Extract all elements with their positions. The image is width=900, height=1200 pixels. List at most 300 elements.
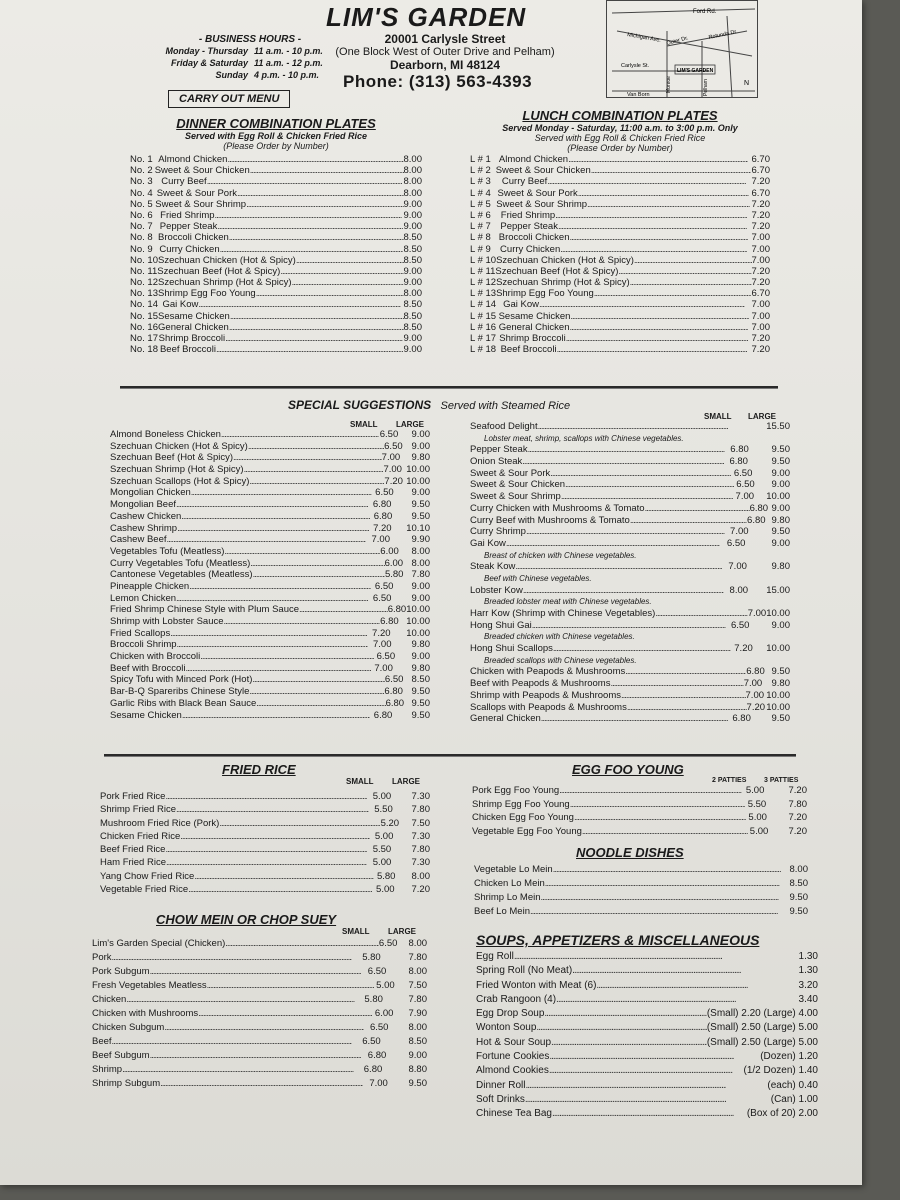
item-price: 7.00 xyxy=(751,232,770,244)
leader-dots xyxy=(249,686,384,698)
egg-foo-list xyxy=(472,784,807,838)
leader-dots xyxy=(541,713,729,725)
item-name: Onion Steak xyxy=(470,456,523,468)
item-name: Fried Scallops xyxy=(110,627,171,639)
large-price: 10.00 xyxy=(766,689,790,701)
item-name: Wonton Soup xyxy=(476,1022,537,1034)
leader-dots xyxy=(549,1050,733,1064)
menu-item-row xyxy=(470,503,790,515)
large-price: 7.20 xyxy=(788,825,807,837)
item-name: Sweet & Sour Chicken xyxy=(470,479,566,491)
item-name: Cashew Beef xyxy=(110,534,167,546)
menu-item-row xyxy=(110,674,430,686)
item-name: Beef Broccoli xyxy=(159,344,216,356)
leader-dots xyxy=(256,698,385,710)
leader-dots xyxy=(555,210,747,221)
map-north-label: N xyxy=(744,80,750,87)
menu-item-row xyxy=(476,1050,818,1064)
leader-dots xyxy=(182,710,370,722)
large-price: 9.80 xyxy=(771,514,790,526)
item-name: Shrimp Lo Mein xyxy=(474,892,541,903)
menu-item-row xyxy=(100,883,430,896)
item-name: Sweet & Sour Shrimp xyxy=(155,198,247,210)
item-name: Broccoli Chicken xyxy=(158,232,229,244)
soups-title: SOUPS, APPETIZERS & MISCELLANEOUS xyxy=(476,932,760,948)
item-name: Shrimp Egg Foo Young xyxy=(158,288,256,300)
item-price: 9.00 xyxy=(403,277,422,289)
leader-dots xyxy=(165,843,366,856)
menu-item-row xyxy=(470,666,790,678)
item-name: Sweet & Sour Pork xyxy=(156,187,237,199)
menu-item-row xyxy=(110,639,430,651)
leader-dots xyxy=(219,817,379,830)
item-name: Chicken with Mushrooms xyxy=(92,1008,199,1019)
item-name: Hong Shui Scallops xyxy=(470,643,553,655)
item-price: (Dozen) 1.20 xyxy=(760,1051,818,1063)
large-price: 9.00 xyxy=(771,502,790,514)
leader-dots xyxy=(630,515,747,527)
item-name: Sweet & Sour Chicken xyxy=(154,165,250,177)
item-number: No. 4 xyxy=(130,187,153,199)
item-price: 7.00 xyxy=(751,299,770,311)
special-right-header: SMALL LARGE xyxy=(704,412,776,421)
item-name: Szechuan Chicken (Hot & Spicy) xyxy=(158,254,296,266)
leader-dots xyxy=(191,487,372,499)
small-price: 6.80 xyxy=(387,604,407,616)
item-price: (1/2 Dozen) 1.40 xyxy=(743,1065,818,1077)
large-price: 9.80 xyxy=(771,561,790,573)
large-price: 9.00 xyxy=(411,651,430,663)
item-price: 9.00 xyxy=(403,198,422,210)
menu-item-row xyxy=(130,266,422,277)
leader-dots xyxy=(582,825,748,839)
leader-dots xyxy=(250,165,404,176)
item-name: General Chicken xyxy=(470,713,541,725)
large-price: 8.00 xyxy=(408,938,427,949)
item-price: 7.20 xyxy=(751,333,770,344)
small-price: 7.20 xyxy=(373,522,392,534)
item-price: 6.70 xyxy=(751,154,770,165)
city: Dearborn, MI 48124 xyxy=(389,58,501,72)
item-name: Beef Subgum xyxy=(92,1050,150,1061)
small-price: 5.00 xyxy=(372,857,392,869)
leader-dots xyxy=(230,311,404,322)
item-number: L # 5 xyxy=(470,198,491,210)
menu-item-row xyxy=(470,199,770,210)
item-name: Gai Kow xyxy=(470,537,506,549)
item-description: Breaded lobster meat with Chinese vegetables. xyxy=(484,597,652,607)
menu-item-row xyxy=(470,561,790,573)
item-name: Chicken with Peapods & Mushrooms xyxy=(470,666,626,678)
leader-dots xyxy=(177,523,368,535)
item-name: Beef with Broccoli xyxy=(110,662,186,674)
item-description: Lobster meat, shrimp, scallops with Chinese vegetables. xyxy=(484,433,684,443)
item-price: 8.50 xyxy=(403,299,422,311)
large-price: 15.00 xyxy=(766,584,790,596)
leader-dots xyxy=(566,333,748,344)
item-price: (Small) 2.50 (Large) 5.00 xyxy=(706,1036,818,1048)
menu-item-row xyxy=(130,221,422,232)
leader-dots xyxy=(176,593,368,605)
small-price: 6.50 xyxy=(730,619,750,631)
small-price: 7.00 xyxy=(730,526,749,538)
item-name: Szechuan Beef (Hot & Spicy) xyxy=(495,265,619,277)
menu-item-row xyxy=(472,798,807,812)
item-name: Szechuan Chicken (Hot & Spicy) xyxy=(110,440,248,452)
leader-dots xyxy=(186,663,371,675)
menu-item-row xyxy=(92,965,427,979)
item-name: Sweet & Sour Pork xyxy=(470,467,551,479)
leader-dots xyxy=(170,628,367,640)
item-name: General Chicken xyxy=(158,321,229,333)
menu-item-row xyxy=(110,581,430,593)
menu-item-row xyxy=(476,1036,818,1050)
menu-item-row xyxy=(470,444,790,456)
leader-dots xyxy=(547,176,746,187)
menu-item-row xyxy=(470,713,790,725)
leader-dots xyxy=(250,558,384,570)
menu-item-row xyxy=(470,154,770,165)
small-price: 6.80 xyxy=(380,616,399,627)
menu-item-row xyxy=(100,817,430,830)
menu-item-row xyxy=(130,154,422,165)
menu-item-row xyxy=(474,863,808,877)
leader-dots xyxy=(522,456,723,468)
large-price: 9.00 xyxy=(771,479,790,491)
item-name: Soft Drinks xyxy=(476,1093,525,1105)
noodle-section xyxy=(474,845,808,919)
menu-item-row xyxy=(470,232,770,243)
item-price: 6.70 xyxy=(751,288,770,300)
special-title: SPECIAL SUGGESTIONS xyxy=(288,398,432,412)
leader-dots xyxy=(280,266,403,277)
chow-mein-section xyxy=(92,912,427,1091)
item-number: L # 9 xyxy=(470,243,491,255)
small-price: 5.20 xyxy=(380,817,400,829)
leader-dots xyxy=(545,877,780,891)
item-name: Ham Fried Rice xyxy=(100,857,166,869)
menu-item-row xyxy=(470,526,790,538)
large-price: 10.00 xyxy=(406,475,430,487)
fried-rice-section xyxy=(100,762,430,896)
menu-item-row xyxy=(476,1079,818,1093)
large-price: 9.50 xyxy=(771,526,790,538)
item-number: No. 18 xyxy=(130,344,158,356)
item-name: Almond Chicken xyxy=(498,154,569,165)
item-price: 7.20 xyxy=(751,277,770,289)
menu-item-row xyxy=(470,538,790,550)
menu-item-row xyxy=(130,188,422,199)
menu-item-row xyxy=(110,616,430,628)
leader-dots xyxy=(189,581,371,593)
small-price: 5.00 xyxy=(374,830,394,842)
small-price: 6.80 xyxy=(385,697,405,709)
leader-dots xyxy=(587,199,750,210)
hours-list xyxy=(150,45,330,81)
large-price: 7.90 xyxy=(408,1008,427,1019)
item-name: Szechuan Chicken (Hot & Spicy) xyxy=(496,254,634,266)
item-price: 7.00 xyxy=(751,310,770,322)
item-price: 3.40 xyxy=(798,993,818,1005)
menu-item-row xyxy=(470,277,770,288)
small-price: 6.50 xyxy=(376,651,396,663)
item-number: L # 10 xyxy=(470,254,497,266)
menu-item-row xyxy=(92,937,427,951)
item-name: Curry Chicken xyxy=(159,243,220,255)
leader-dots xyxy=(536,1021,706,1035)
lunch-title: LUNCH COMBINATION PLATES xyxy=(522,108,718,123)
item-name: Fried Shrimp xyxy=(500,209,556,221)
leader-dots xyxy=(594,288,751,299)
large-price: 7.80 xyxy=(408,994,427,1005)
item-name: Almond Chicken xyxy=(158,154,228,165)
item-price: 8.50 xyxy=(403,254,422,266)
leader-dots xyxy=(126,993,355,1007)
item-price: 8.00 xyxy=(403,187,422,199)
leader-dots xyxy=(166,856,367,869)
menu-item-row xyxy=(92,1063,427,1077)
item-price: (each) 0.40 xyxy=(767,1079,818,1091)
item-name: Lim's Garden Special (Chicken) xyxy=(92,938,226,949)
leader-dots xyxy=(188,883,372,896)
item-name: Shrimp Broccoli xyxy=(158,333,226,344)
leader-dots xyxy=(634,255,752,266)
special-right-list xyxy=(470,421,790,725)
dinner-sub2: (Please Order by Number) xyxy=(223,141,329,151)
leader-dots xyxy=(610,678,743,690)
item-price: 1.30 xyxy=(798,951,818,962)
leader-dots xyxy=(227,154,403,165)
item-name: General Chicken xyxy=(498,321,570,333)
restaurant-title: LIM'S GARDEN xyxy=(326,2,527,32)
item-number: No. 3 xyxy=(130,176,153,188)
large-price: 9.80 xyxy=(411,452,430,464)
leader-dots xyxy=(525,1079,726,1093)
dinner-sub: Served with Egg Roll & Chicken Fried Rice xyxy=(184,131,368,141)
menu-item-row xyxy=(470,165,770,176)
item-name: Curry Vegetables Tofu (Meatless) xyxy=(110,557,251,569)
hours-row: Monday - Thursday 11 a.m. - 10 p.m. xyxy=(165,46,323,56)
divider xyxy=(104,754,796,757)
large-price: 9.80 xyxy=(411,662,430,674)
menu-item-row xyxy=(110,523,430,535)
leader-dots xyxy=(556,993,736,1007)
small-price: 7.20 xyxy=(746,701,766,713)
leader-dots xyxy=(177,639,369,651)
large-price: 9.00 xyxy=(771,619,790,631)
small-price: 6.80 xyxy=(732,713,751,725)
item-number: No. 16 xyxy=(130,321,158,333)
menu-item-row xyxy=(92,1077,427,1091)
small-price: 6.80 xyxy=(749,502,769,514)
item-name: Szechuan Scallops (Hot & Spicy) xyxy=(110,475,250,487)
item-price: 7.20 xyxy=(751,221,770,233)
leader-dots xyxy=(568,154,748,165)
menu-item-row xyxy=(110,499,430,511)
leader-dots xyxy=(525,1093,726,1107)
leader-dots xyxy=(541,891,780,905)
leader-dots xyxy=(216,344,403,355)
leader-dots xyxy=(194,870,373,883)
menu-item-row xyxy=(470,608,790,620)
item-price: 1.30 xyxy=(798,965,818,977)
small-price: 5.00 xyxy=(376,884,395,896)
item-number: No. 8 xyxy=(130,232,153,244)
leader-dots xyxy=(630,277,752,288)
item-name: Spicy Tofu with Minced Pork (Hot) xyxy=(110,674,253,686)
leader-dots xyxy=(550,468,730,480)
menu-item-row xyxy=(476,993,818,1007)
item-name: Pork Egg Foo Young xyxy=(472,785,560,796)
leader-dots xyxy=(215,210,403,221)
menu-item-row xyxy=(110,546,430,558)
leader-dots xyxy=(552,1107,734,1121)
menu-item-row xyxy=(470,643,790,655)
item-price: 8.00 xyxy=(403,176,422,188)
item-price: 7.00 xyxy=(751,254,770,266)
small-price: 6.80 xyxy=(729,456,748,468)
small-price: 6.50 xyxy=(372,592,392,604)
menu-item-row xyxy=(470,266,770,277)
item-name: Vegetable Fried Rice xyxy=(100,884,189,896)
large-price: 9.50 xyxy=(411,697,430,709)
item-number: L # 16 xyxy=(470,321,497,333)
item-name: Beef Lo Mein xyxy=(474,906,530,917)
leader-dots xyxy=(538,421,728,433)
small-price: 6.50 xyxy=(384,440,403,452)
item-number: No. 10 xyxy=(130,254,158,266)
business-hours xyxy=(150,34,330,81)
item-name: Curry Beef xyxy=(501,176,548,188)
leader-dots xyxy=(181,511,369,523)
small-price: 5.50 xyxy=(374,804,393,816)
small-price: 6.80 xyxy=(384,686,403,698)
item-price: 9.50 xyxy=(789,906,808,917)
large-price: 8.00 xyxy=(411,557,430,569)
item-name: Crab Rangoon (4) xyxy=(476,993,557,1005)
item-price: 8.50 xyxy=(789,878,808,889)
item-price: 8.00 xyxy=(403,288,422,300)
menu-item-row xyxy=(476,979,818,993)
menu-item-row xyxy=(476,950,818,964)
item-name: Gai Kow xyxy=(162,299,199,311)
item-name: Shrimp with Lobster Sauce xyxy=(110,616,224,627)
item-name: Mushroom Fried Rice (Pork) xyxy=(100,817,220,829)
item-name: Mongolian Chicken xyxy=(110,487,191,499)
small-price: 6.50 xyxy=(378,938,398,949)
leader-dots xyxy=(252,674,385,686)
item-name: Cashew Chicken xyxy=(110,510,182,522)
leader-dots xyxy=(569,232,748,243)
large-price: 9.90 xyxy=(411,534,430,546)
large-price: 10.10 xyxy=(406,522,430,534)
map-label: Ford Rd. xyxy=(693,9,717,15)
item-price: (Small) 2.20 (Large) 4.00 xyxy=(706,1008,818,1020)
leader-dots xyxy=(561,491,733,503)
menu-item-row xyxy=(470,210,770,221)
item-price: 8.00 xyxy=(789,864,808,875)
menu-item-row xyxy=(470,311,770,322)
small-price: 6.00 xyxy=(374,1008,394,1019)
small-price: 5.50 xyxy=(372,844,392,856)
small-price: 6.80 xyxy=(373,510,393,522)
item-name: Fried Shrimp xyxy=(160,209,215,221)
item-number: L # 14 xyxy=(470,299,497,311)
menu-item-row xyxy=(110,511,430,523)
item-price: 8.00 xyxy=(403,165,422,177)
phone-number: Phone: (313) 563-4393 xyxy=(343,72,533,91)
menu-item-row xyxy=(472,825,807,839)
item-description: Breaded chicken with Chinese vegetables. xyxy=(484,632,635,642)
leader-dots xyxy=(544,1007,706,1021)
menu-item-row xyxy=(470,620,790,632)
dinner-combination-section xyxy=(130,116,422,355)
menu-item-row xyxy=(110,710,430,722)
large-price: 7.80 xyxy=(788,798,807,810)
large-price: 9.00 xyxy=(408,1050,427,1061)
map-label: LIM'S GARDEN xyxy=(677,68,714,74)
item-name: Shrimp with Peapods & Mushrooms xyxy=(470,689,622,701)
leader-dots xyxy=(150,965,361,979)
small-price: 6.50 xyxy=(733,467,753,479)
carry-out-badge: CARRY OUT MENU xyxy=(168,90,290,108)
item-price: 8.50 xyxy=(403,243,422,255)
leader-dots xyxy=(530,905,778,919)
menu-item-row xyxy=(110,686,430,698)
menu-item-row xyxy=(130,232,422,243)
leader-dots xyxy=(299,604,388,616)
leader-dots xyxy=(627,702,747,714)
menu-item-row xyxy=(100,870,430,883)
item-name: Lemon Chicken xyxy=(110,592,177,604)
small-price: 5.80 xyxy=(376,870,396,882)
small-price: 7.00 xyxy=(371,534,390,546)
large-price: 10.00 xyxy=(406,604,430,616)
fried-rice-title: FRIED RICE xyxy=(222,762,296,777)
hours-row: Sunday 4 p.m. - 10 p.m. xyxy=(215,70,320,80)
small-price: 6.50 xyxy=(384,674,404,686)
item-number: No. 2 xyxy=(130,165,153,177)
menu-item-row xyxy=(110,441,430,453)
item-name: Bar-B-Q Spareribs Chinese Style xyxy=(110,686,250,698)
large-price: 9.00 xyxy=(771,537,790,549)
large-price: 7.30 xyxy=(411,830,430,842)
noodle-list xyxy=(474,863,808,919)
leader-dots xyxy=(558,221,747,232)
leader-dots xyxy=(565,479,734,491)
item-name: Beef Broccoli xyxy=(500,344,557,356)
chow-mein-header: SMALL LARGE xyxy=(342,927,416,936)
leader-dots xyxy=(596,979,748,993)
menu-item-row xyxy=(470,333,770,344)
special-left-header: SMALL LARGE xyxy=(350,420,424,429)
leader-dots xyxy=(569,322,748,333)
item-name: Beef Fried Rice xyxy=(100,844,166,856)
leader-dots xyxy=(551,1036,707,1050)
item-name: Sweet & Sour Chicken xyxy=(495,165,591,177)
item-name: Beef xyxy=(92,1036,112,1047)
item-name: Curry Chicken with Mushrooms & Tomato xyxy=(470,502,645,514)
menu-item-row xyxy=(92,1021,427,1035)
item-name: Chicken Fried Rice xyxy=(100,830,181,842)
menu-item-row xyxy=(100,790,430,803)
menu-item-row xyxy=(110,487,430,499)
menu-item-row xyxy=(476,1093,818,1107)
leader-dots xyxy=(176,499,368,511)
menu-item-row xyxy=(130,288,422,299)
item-name: Fresh Vegetables Meatless xyxy=(92,980,207,991)
leader-dots xyxy=(165,790,366,803)
